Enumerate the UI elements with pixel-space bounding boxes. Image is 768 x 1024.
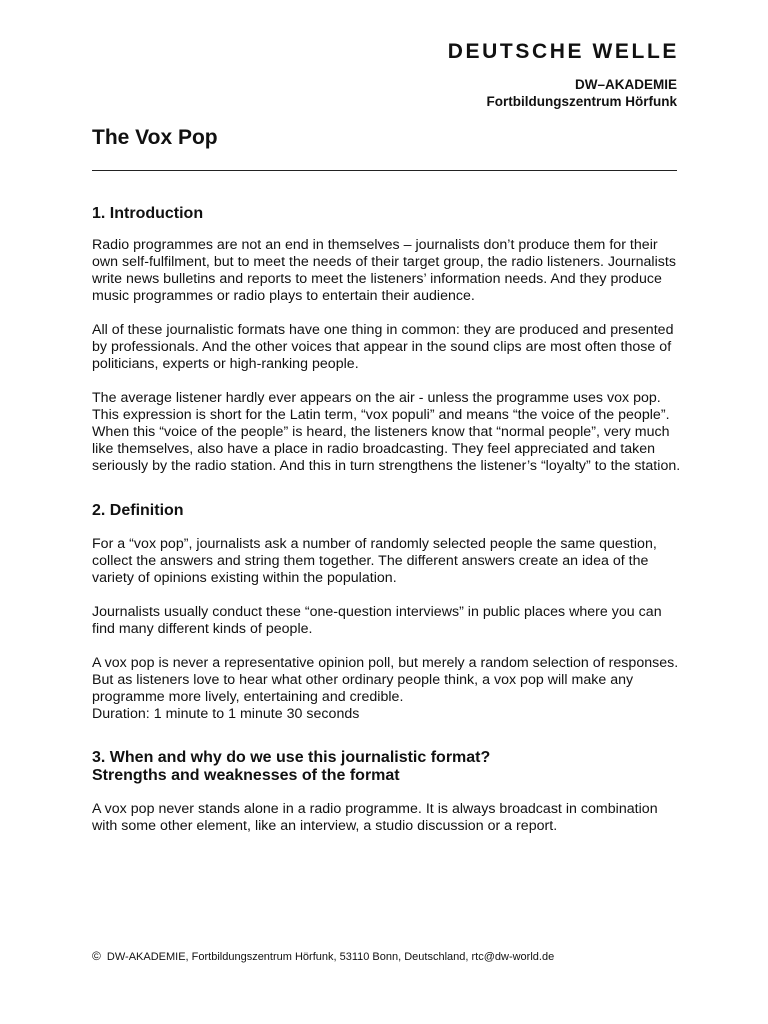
section-definition bbox=[92, 502, 682, 723]
brand-logo-text: DEUTSCHE WELLE bbox=[447, 40, 679, 63]
paragraph bbox=[92, 655, 682, 723]
document-title: The Vox Pop bbox=[92, 126, 218, 149]
paragraph: Journalists usually conduct these “one-question interviews” in public places where you can find many different kinds of people. bbox=[92, 604, 662, 637]
department-name: Fortbildungszentrum Hörfunk bbox=[486, 94, 677, 109]
copyright-icon: © bbox=[92, 949, 101, 963]
section-heading-line: 3. When and why do we use this journalistic format? bbox=[92, 749, 491, 766]
section-heading bbox=[92, 749, 682, 785]
paragraph: For a “vox pop”, journalists ask a number of randomly selected people the same question, collect the answers and string them together. The different answers create an idea of the variety of opinions existing within the population. bbox=[92, 536, 657, 586]
title-divider bbox=[92, 170, 677, 171]
section-heading-line: Strengths and weaknesses of the format bbox=[92, 767, 400, 784]
footer-text: DW-AKADEMIE, Fortbildungszentrum Hörfunk, 53110 Bonn, Deutschland, rtc@dw-world.de bbox=[106, 951, 555, 963]
footer bbox=[92, 949, 554, 963]
paragraph: Radio programmes are not an end in themselves – journalists don’t produce them for their own self-fulfilment, but to meet the needs of their target group, the radio listeners. Journalists write news bulletins and reports to meet the listeners’ information needs. And they produce music programmes or radio plays to entertain their audience. bbox=[92, 237, 676, 304]
duration-line: Duration: 1 minute to 1 minute 30 seconds bbox=[92, 706, 360, 722]
organization-name: DW–AKADEMIE bbox=[574, 77, 677, 92]
section-heading: 1. Introduction bbox=[92, 205, 204, 222]
paragraph-text: A vox pop is never a representative opinion poll, but merely a random selection of responses. But as listeners love to hear what other ordinary people think, a vox pop will make any programme more lively, entertaining and credible. bbox=[92, 655, 679, 705]
paragraph: A vox pop never stands alone in a radio programme. It is always broadcast in combination with some other element, like an interview, a studio discussion or a report. bbox=[92, 801, 658, 834]
section-heading: 2. Definition bbox=[92, 502, 184, 519]
paragraph: The average listener hardly ever appears on the air - unless the programme uses vox pop. This expression is short for the Latin term, “vox populi” and means “the voice of the people”. When this “voice of the people” is heard, the listeners know that “normal people”, very much like themselves, also have a place in radio broadcasting. They feel appreciated and taken seriously by the radio station. And this in turn strengthens the listener’s “loyalty” to the station. bbox=[92, 390, 681, 474]
section-when-and-why bbox=[92, 749, 682, 835]
paragraph: All of these journalistic formats have one thing in common: they are produced and presented by professionals. And the other voices that appear in the sound clips are most often those of politicians, experts or high-ranking people. bbox=[92, 322, 674, 372]
document-body bbox=[92, 205, 682, 835]
section-introduction bbox=[92, 205, 682, 475]
